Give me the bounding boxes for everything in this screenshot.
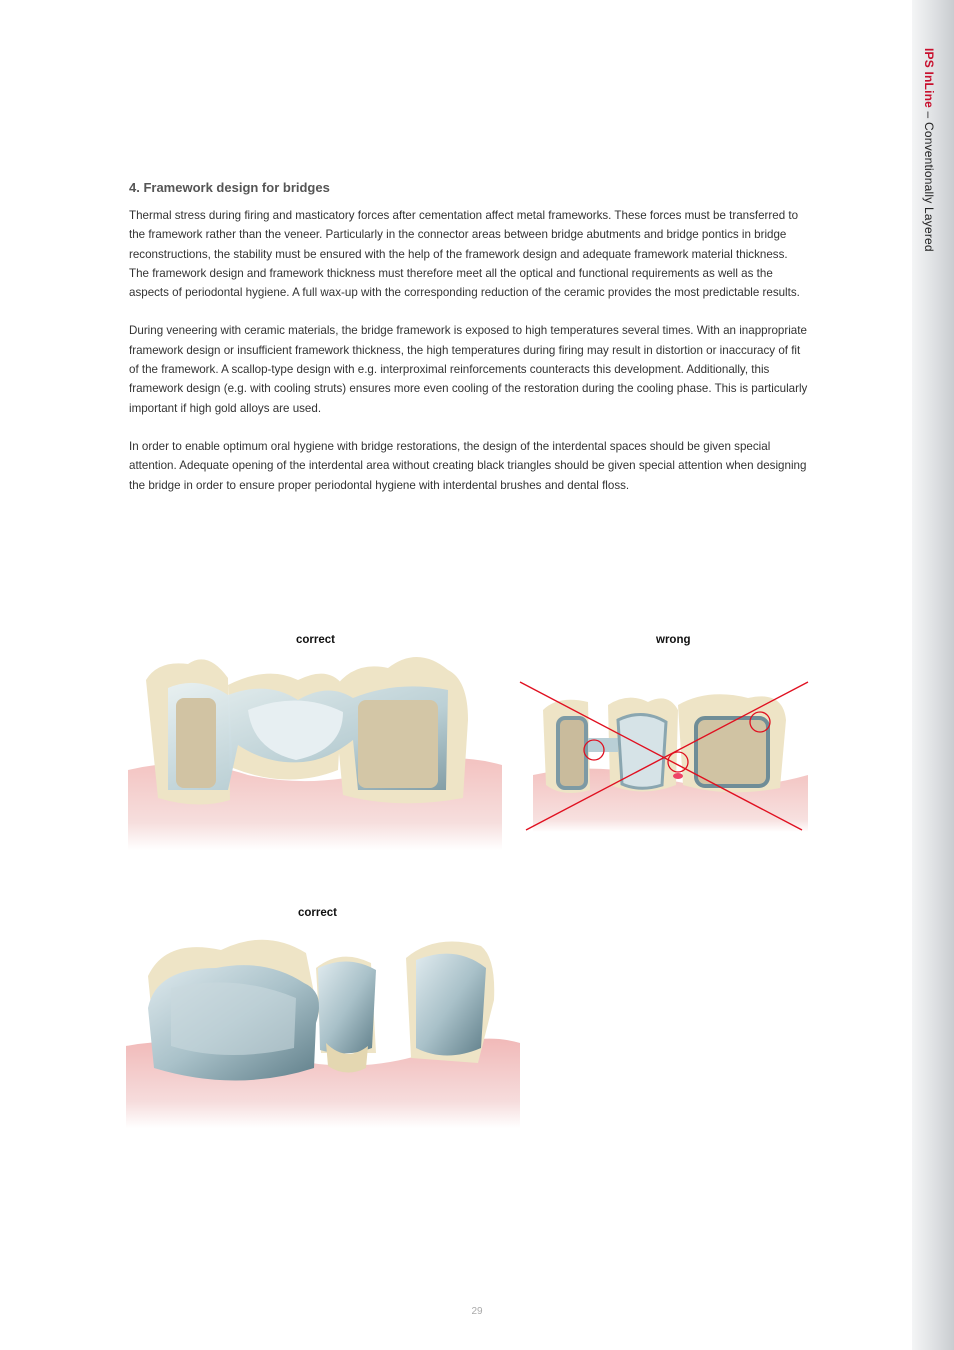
figure-2-wrong-bridge-illustration [518,680,810,832]
figure-3-correct-bridge-illustration [126,928,520,1128]
running-title-text: – Conventionally Layered [922,108,936,252]
brand-name: IPS InLine [922,48,936,109]
figure-3-label: correct [298,907,337,919]
paragraph-3: In order to enable optimum oral hygiene with bridge restorations, the design of the interdental spaces should be given special attention. Adequate opening of the interdental area without creating black triangles should be given special attention when designing the bridge in order to ensure proper periodontal hygiene with interdental brushes and dental floss. [129,439,807,492]
running-title [922,48,936,252]
figure-1-correct-bridge-illustration [128,650,502,850]
paragraph-2: During veneering with ceramic materials, the bridge framework is exposed to high temperatures several times. With an inappropriate framework design or insufficient framework thickness, the high temperatures during firing may result in distortion or inaccuracy of fit of the framework. A scallop-type design with e.g. interproximal reinforcements counteracts this development. Additionally, this framework design (e.g. with cooling struts) ensures more even cooling of the restoration during the cooling phase. This is particularly important if high gold alloys are used. [129,324,808,415]
figure-2-label: wrong [656,634,691,646]
section-content [129,180,809,514]
page-number: 29 [471,1306,483,1317]
paragraph-1: Thermal stress during firing and masticatory forces after cementation affect metal frameworks. These forces must be transferred to the framework rather than the veneer. Particularly in the connector areas between bridge abutments and bridge pontics in bridge reconstructions, the stability must be ensured with the help of the framework design and adequate framework material thickness. The framework design and framework thickness must therefore meet all the optical and functional requirements as well as the aspects of periodontal hygiene. A full wax-up with the corresponding reduction of the ceramic provides the most predictable results. [129,209,800,300]
section-heading: 4. Framework design for bridges [129,180,330,195]
figure-1-label: correct [296,634,335,646]
